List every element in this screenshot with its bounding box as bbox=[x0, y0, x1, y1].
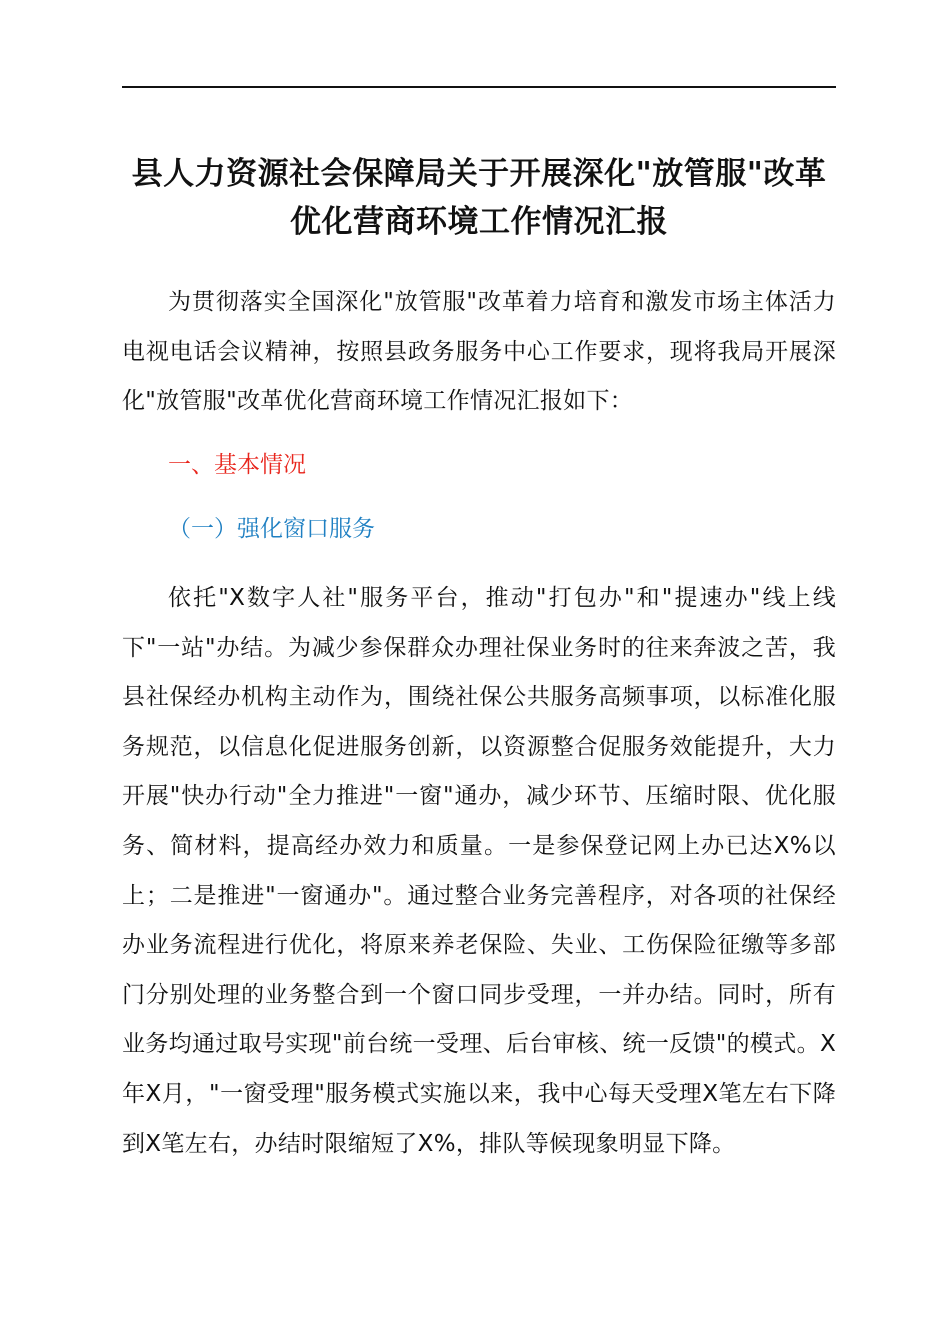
document-title: 县人力资源社会保障局关于开展深化"放管服"改革优化营商环境工作情况汇报 bbox=[131, 156, 827, 240]
header-rule bbox=[122, 86, 836, 88]
section-heading-basic-situation: 一、基本情况 bbox=[168, 452, 306, 478]
intro-paragraph: 为贯彻落实全国深化"放管服"改革着力培育和激发市场主体活力电视电话会议精神，按照县政务服务中心工作要求，现将我局开展深化"放管服"改革优化营商环境工作情况汇报如下： bbox=[122, 289, 836, 415]
window-service-paragraph: 依托"X数字人社"服务平台，推动"打包办"和"提速办"线上线下"一站"办结。为减少参保群众办理社保业务时的往来奔波之苦，我县社保经办机构主动作为，围绕社保公共服务高频事项，以标准化服务规范，以信息化促进服务创新，以资源整合促服务效能提升，大力开展"快办行动"全力推进"一窗"通办，减少环节、压缩时限、优化服务、简材料，提高经办效力和质量。一是参保登记网上办已达X%以上；二是推进"一窗通办"。通过整合业务完善程序，对各项的社保经办业务流程进行优化，将原来养老保险、失业、工伤保险征缴等多部门分别处理的业务整合到一个窗口同步受理，一并办结。同时，所有业务均通过取号实现"前台统一受理、后台审核、统一反馈"的模式。X年X月，"一窗受理"服务模式实施以来，我中心每天受理X笔左右下降到X笔左右，办结时限缩短了X%，排队等候现象明显下降。 bbox=[122, 585, 836, 1157]
subsection-heading-window-service: （一）强化窗口服务 bbox=[168, 516, 375, 542]
